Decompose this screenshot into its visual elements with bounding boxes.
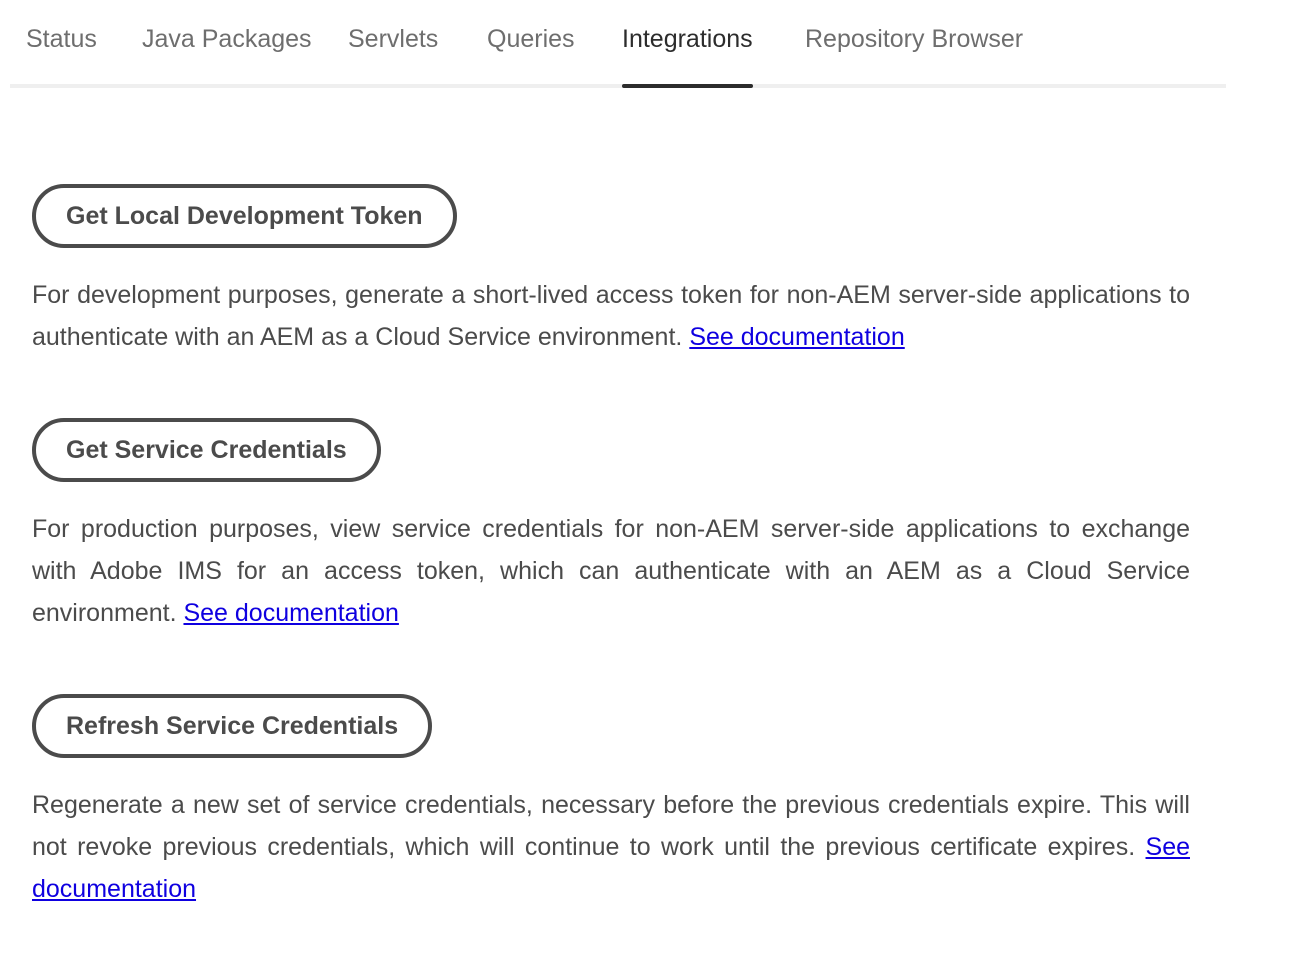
tab-status[interactable]: Status	[26, 25, 97, 53]
local-token-description	[32, 274, 1190, 358]
tab-bar	[10, 0, 1226, 88]
tab-servlets[interactable]: Servlets	[348, 25, 439, 53]
refresh-credentials-section	[32, 694, 1190, 910]
service-credentials-description	[32, 508, 1190, 634]
refresh-credentials-description-text: Regenerate a new set of service credentials, necessary before the previous credentials expire. This will not revoke previous credentials, which will continue to work until the previous certificate expires.	[32, 791, 1190, 861]
tab-java-packages[interactable]: Java Packages	[142, 25, 312, 53]
tab-repository-browser[interactable]: Repository Browser	[805, 25, 1024, 53]
refresh-credentials-documentation-link[interactable]: See documentation	[32, 833, 1190, 903]
local-token-section	[32, 184, 1190, 358]
local-token-description-text: For development purposes, generate a short-lived access token for non-AEM server-side applications to authenticate with an AEM as a Cloud Service environment.	[32, 281, 1190, 351]
refresh-service-credentials-button[interactable]: Refresh Service Credentials	[32, 694, 432, 758]
service-credentials-documentation-link[interactable]: See documentation	[183, 599, 399, 627]
local-token-documentation-link[interactable]: See documentation	[689, 323, 905, 351]
service-credentials-section	[32, 418, 1190, 634]
get-local-development-token-button[interactable]: Get Local Development Token	[32, 184, 457, 248]
get-service-credentials-button[interactable]: Get Service Credentials	[32, 418, 381, 482]
service-credentials-description-text: For production purposes, view service credentials for non-AEM server-side applications to exchange with Adobe IMS for an access token, which can authenticate with an AEM as a Cloud Service environment.	[32, 515, 1190, 627]
tab-queries[interactable]: Queries	[487, 25, 575, 53]
refresh-credentials-description	[32, 784, 1190, 910]
tab-integrations[interactable]: Integrations	[622, 18, 753, 88]
